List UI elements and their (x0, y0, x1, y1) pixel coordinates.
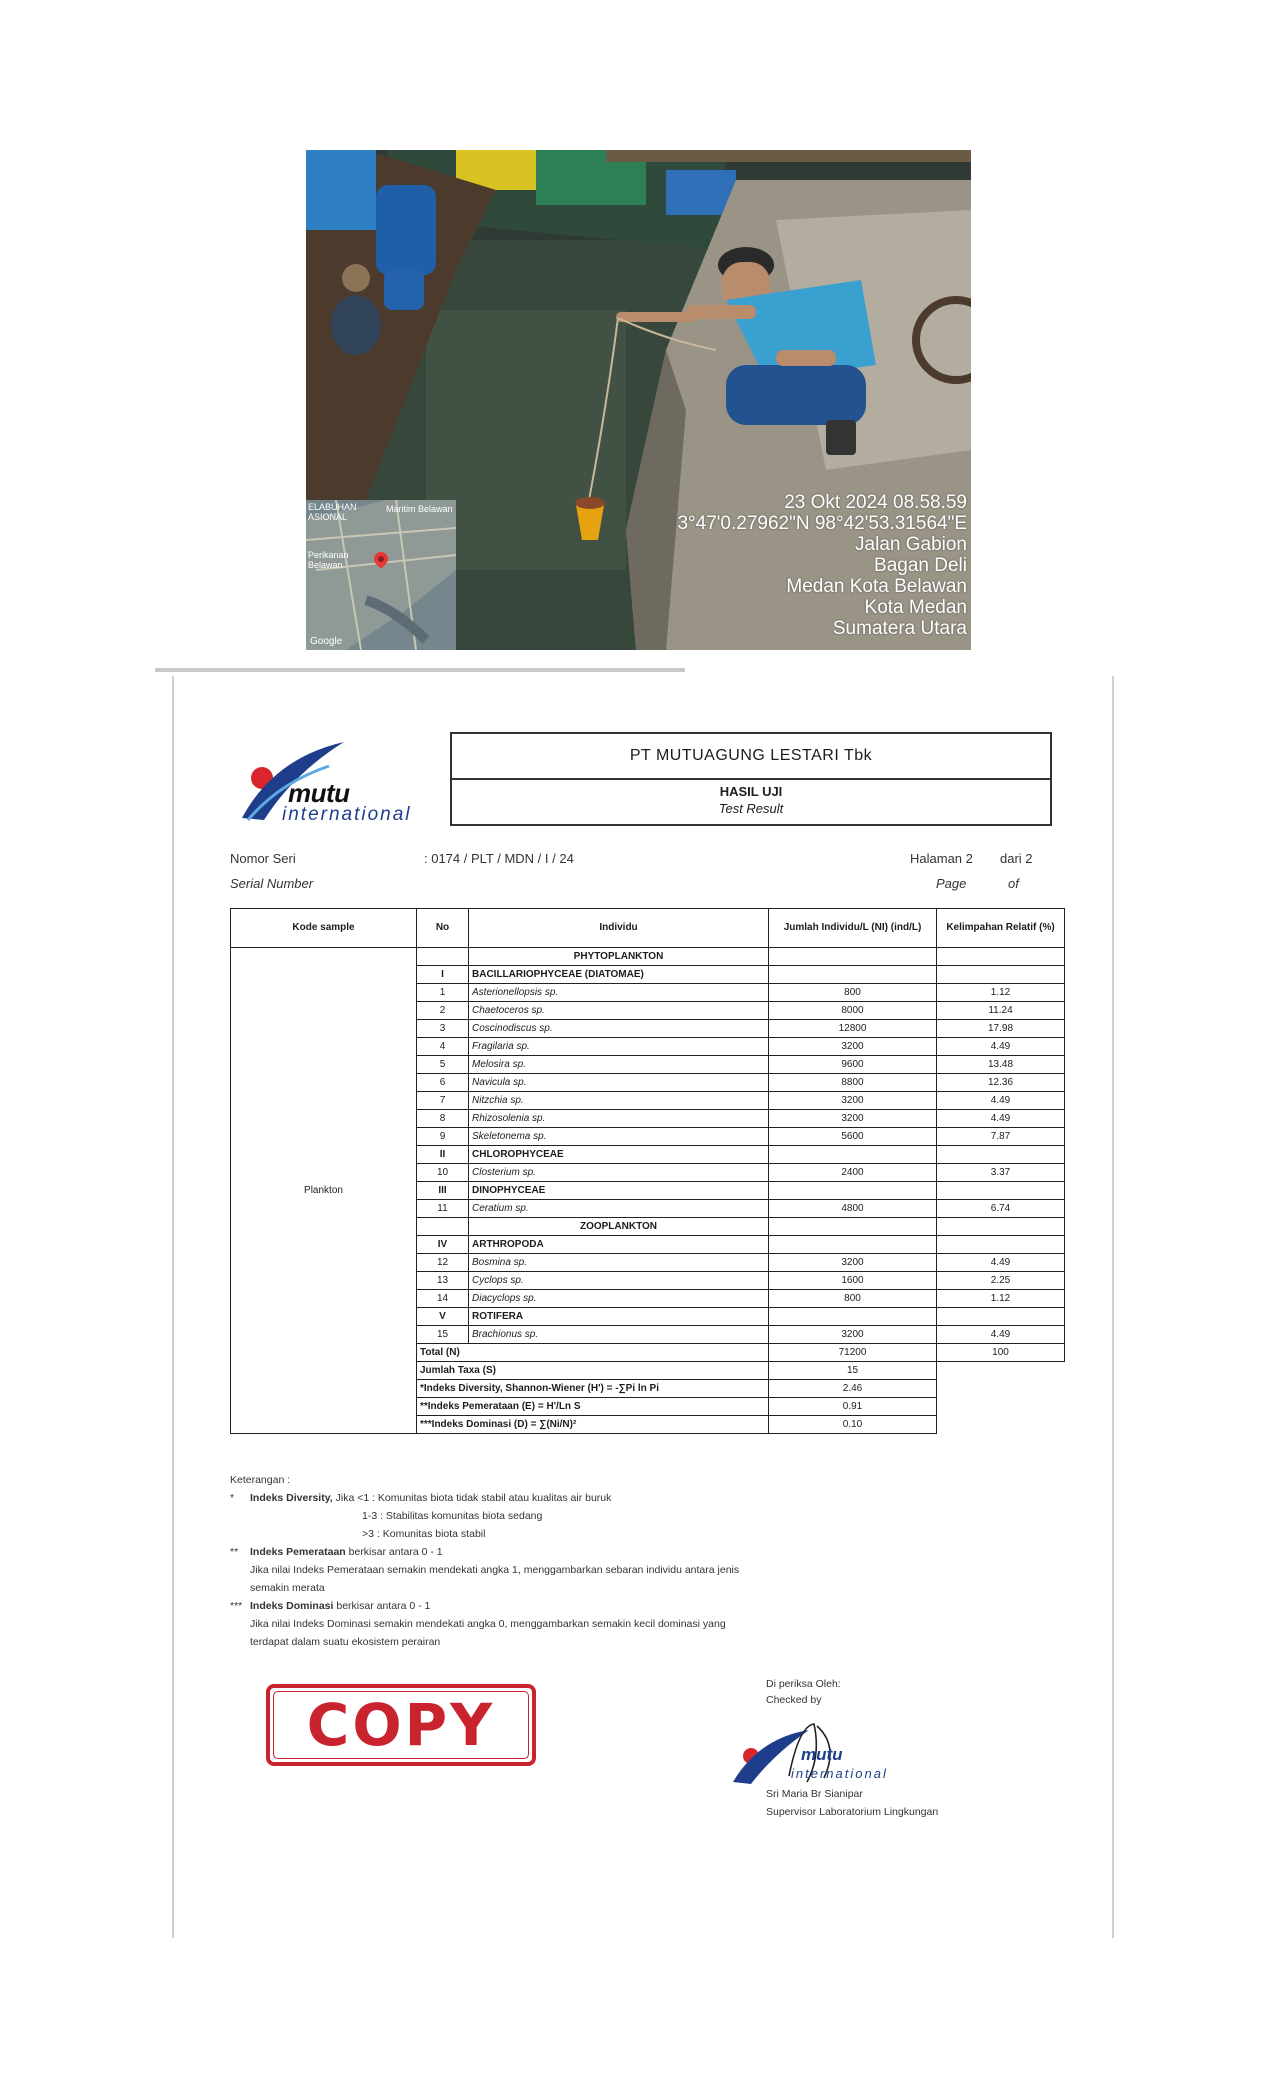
signature-block (766, 1676, 1026, 1708)
summary-value: 15 (769, 1362, 937, 1380)
signature-logo-mutu: mutu (801, 1745, 843, 1764)
individuals-per-litre: 4800 (769, 1200, 937, 1218)
species-name: Brachionus sp. (469, 1326, 769, 1344)
checked-by-label: Di periksa Oleh: (766, 1678, 841, 1690)
of-label-en: of (1008, 876, 1019, 891)
empty-cell (937, 1416, 1065, 1434)
species-name: Ceratium sp. (469, 1200, 769, 1218)
table-body (231, 948, 1065, 1434)
item-number: 3 (417, 1020, 469, 1038)
company-name: PT MUTUAGUNG LESTARI Tbk (452, 734, 1050, 780)
species-name: Rhizosolenia sp. (469, 1110, 769, 1128)
gps-timestamp-overlay (677, 492, 967, 639)
notes-section (230, 1471, 850, 1651)
empty-cell (937, 1398, 1065, 1416)
map-background (306, 500, 456, 650)
ni-cell (769, 1146, 937, 1164)
sample-code-cell: Plankton (231, 948, 417, 1434)
item-number: 2 (417, 1002, 469, 1020)
individuals-per-litre: 800 (769, 984, 937, 1002)
summary-label: ***Indeks Dominasi (D) = ∑(Ni/N)² (417, 1416, 769, 1434)
note-marker: * (230, 1492, 235, 1504)
group-number: I (417, 966, 469, 984)
relative-abundance: 4.49 (937, 1254, 1065, 1272)
species-name: Asterionellopsis sp. (469, 984, 769, 1002)
relative-abundance: 3.37 (937, 1164, 1065, 1182)
stamp-area: Bagan Deli (874, 555, 967, 576)
ni-cell (769, 966, 937, 984)
header-kelimpahan-relatif: Kelimpahan Relatif (%) (937, 909, 1065, 948)
individuals-per-litre: 3200 (769, 1326, 937, 1344)
page-edge-line (155, 668, 685, 672)
signature-with-logo (729, 1716, 929, 1786)
empty-cell (937, 1362, 1065, 1380)
species-name: Cyclops sp. (469, 1272, 769, 1290)
item-number: 13 (417, 1272, 469, 1290)
species-name: Skeletonema sp. (469, 1128, 769, 1146)
species-name: Closterium sp. (469, 1164, 769, 1182)
serial-value: : 0174 / PLT / MDN / I / 24 (424, 851, 574, 866)
logo-text-mutu: mutu (288, 778, 350, 808)
pct-cell (937, 1218, 1065, 1236)
item-number: 1 (417, 984, 469, 1002)
stamp-coordinates: 3°47'0.27962"N 98°42'53.31564"E (677, 513, 967, 534)
note-evenness-term: Indeks Pemerataan (250, 1546, 346, 1558)
ni-cell (769, 948, 937, 966)
individuals-per-litre: 3200 (769, 1254, 937, 1272)
map-label-pelabuhan: ELABUHAN ASIONAL (308, 502, 357, 522)
serial-label-en: Serial Number (230, 876, 314, 891)
note-dominance (230, 1597, 850, 1615)
stamp-street: Jalan Gabion (855, 534, 967, 555)
pct-cell (937, 1146, 1065, 1164)
group-name: BACILLARIOPHYCEAE (DIATOMAE) (469, 966, 769, 984)
stamp-district: Medan Kota Belawan (786, 576, 967, 597)
stamp-city: Kota Medan (864, 597, 967, 618)
signature-logo-icon (729, 1716, 929, 1786)
stamp-province: Sumatera Utara (832, 618, 967, 639)
copy-stamp-text: COPY (306, 1691, 496, 1759)
header-individu: Individu (469, 909, 769, 948)
note-dominance-text: berkisar antara 0 - 1 (333, 1600, 431, 1612)
group-number: IV (417, 1236, 469, 1254)
logo-text-international: international (282, 804, 412, 825)
relative-abundance: 4.49 (937, 1326, 1065, 1344)
note-diversity-range-mid: 1-3 : Stabilitas komunitas biota sedang (362, 1510, 543, 1522)
map-label-perikanan: Perikanan Belawan (308, 550, 349, 570)
group-name: ROTIFERA (469, 1308, 769, 1326)
note-marker: *** (230, 1600, 243, 1612)
no-cell (417, 948, 469, 966)
group-number: II (417, 1146, 469, 1164)
ni-cell (769, 1236, 937, 1254)
relative-abundance: 12.36 (937, 1074, 1065, 1092)
signer-name: Sri Maria Br Sianipar (766, 1788, 863, 1800)
species-name: Nitzchia sp. (469, 1092, 769, 1110)
signer-title: Supervisor Laboratorium Lingkungan (766, 1806, 939, 1818)
individuals-per-litre: 3200 (769, 1110, 937, 1128)
relative-abundance: 11.24 (937, 1002, 1065, 1020)
individuals-per-litre: 9600 (769, 1056, 937, 1074)
species-name: Melosira sp. (469, 1056, 769, 1074)
section-name: PHYTOPLANKTON (469, 948, 769, 966)
pct-cell (937, 1308, 1065, 1326)
item-number: 11 (417, 1200, 469, 1218)
item-number: 10 (417, 1164, 469, 1182)
individuals-per-litre: 2400 (769, 1164, 937, 1182)
section-row (231, 948, 1065, 966)
item-number: 12 (417, 1254, 469, 1272)
empty-cell (937, 1380, 1065, 1398)
header-no: No (417, 909, 469, 948)
stamp-datetime: 23 Okt 2024 08.58.59 (784, 492, 967, 513)
ni-cell (769, 1308, 937, 1326)
page-total-label: dari 2 (1000, 851, 1033, 866)
copy-stamp (266, 1684, 536, 1766)
google-watermark: Google (310, 636, 343, 647)
relative-abundance: 1.12 (937, 984, 1065, 1002)
individuals-per-litre: 8000 (769, 1002, 937, 1020)
note-diversity-text: Jika <1 : Komunitas biota tidak stabil atau kualitas air buruk (332, 1492, 612, 1504)
species-name: Bosmina sp. (469, 1254, 769, 1272)
relative-abundance: 4.49 (937, 1110, 1065, 1128)
summary-value: 0.10 (769, 1416, 937, 1434)
document-title-en: Test Result (718, 801, 784, 816)
summary-label: Jumlah Taxa (S) (417, 1362, 769, 1380)
document-title: HASIL UJI (719, 784, 783, 799)
item-number: 5 (417, 1056, 469, 1074)
page-label-en: Page (936, 876, 967, 891)
relative-abundance: 6.74 (937, 1200, 1065, 1218)
relative-abundance: 17.98 (937, 1020, 1065, 1038)
item-number: 7 (417, 1092, 469, 1110)
page-label: Halaman 2 (910, 851, 973, 866)
relative-abundance: 4.49 (937, 1092, 1065, 1110)
note-evenness-desc: Jika nilai Indeks Pemerataan semakin mendekati angka 1, menggambarkan sebaran individu antara jenis (250, 1564, 740, 1576)
individuals-per-litre: 8800 (769, 1074, 937, 1092)
individuals-per-litre: 12800 (769, 1020, 937, 1038)
species-name: Navicula sp. (469, 1074, 769, 1092)
ni-cell (769, 1218, 937, 1236)
test-result-document (172, 676, 1114, 1938)
individuals-per-litre: 800 (769, 1290, 937, 1308)
note-diversity (230, 1489, 850, 1507)
note-evenness-desc-2: semakin merata (250, 1582, 325, 1594)
species-name: Diacyclops sp. (469, 1290, 769, 1308)
section-name: ZOOPLANKTON (469, 1218, 769, 1236)
item-number: 15 (417, 1326, 469, 1344)
relative-abundance: 2.25 (937, 1272, 1065, 1290)
summary-value: 0.91 (769, 1398, 937, 1416)
individuals-per-litre: 3200 (769, 1038, 937, 1056)
total-label: Total (N) (417, 1344, 769, 1362)
summary-value: 2.46 (769, 1380, 937, 1398)
individuals-per-litre: 5600 (769, 1128, 937, 1146)
group-name: CHLOROPHYCEAE (469, 1146, 769, 1164)
note-evenness (230, 1543, 850, 1561)
notes-title: Keterangan : (230, 1474, 291, 1486)
note-diversity-term: Indeks Diversity, (250, 1492, 333, 1504)
summary-label: **Indeks Pemerataan (E) = H'/Ln S (417, 1398, 769, 1416)
species-name: Chaetoceros sp. (469, 1002, 769, 1020)
group-number: III (417, 1182, 469, 1200)
pct-cell (937, 1236, 1065, 1254)
note-dominance-term: Indeks Dominasi (250, 1600, 334, 1612)
signature-logo-international: international (791, 1766, 888, 1781)
item-number: 14 (417, 1290, 469, 1308)
pct-cell (937, 966, 1065, 984)
group-name: ARTHROPODA (469, 1236, 769, 1254)
item-number: 9 (417, 1128, 469, 1146)
map-inset (306, 500, 456, 650)
relative-abundance: 4.49 (937, 1038, 1065, 1056)
group-name: DINOPHYCEAE (469, 1182, 769, 1200)
serial-label: Nomor Seri (230, 851, 296, 866)
table-header-row (231, 909, 1065, 948)
relative-abundance: 13.48 (937, 1056, 1065, 1074)
summary-label: *Indeks Diversity, Shannon-Wiener (H') = -∑Pi ln Pi (417, 1380, 769, 1398)
note-diversity-range-high: >3 : Komunitas biota stabil (362, 1528, 486, 1540)
relative-abundance: 7.87 (937, 1128, 1065, 1146)
mutu-international-logo (234, 738, 424, 828)
field-sampling-photo (306, 150, 971, 650)
note-dominance-desc-2: terdapat dalam suatu ekosistem perairan (250, 1636, 441, 1648)
plankton-result-table (230, 908, 1065, 1434)
pct-cell (937, 1182, 1065, 1200)
group-number: V (417, 1308, 469, 1326)
item-number: 8 (417, 1110, 469, 1128)
individuals-per-litre: 3200 (769, 1092, 937, 1110)
header-kode-sample: Kode sample (231, 909, 417, 948)
map-label-maritim: Maritim Belawan (386, 504, 453, 514)
relative-abundance: 1.12 (937, 1290, 1065, 1308)
individuals-per-litre: 1600 (769, 1272, 937, 1290)
header-jumlah-individu: Jumlah Individu/L (NI) (ind/L) (769, 909, 937, 948)
pct-cell (937, 948, 1065, 966)
total-percent: 100 (937, 1344, 1065, 1362)
header-box (450, 732, 1052, 826)
item-number: 4 (417, 1038, 469, 1056)
species-name: Fragilaria sp. (469, 1038, 769, 1056)
species-name: Coscinodiscus sp. (469, 1020, 769, 1038)
no-cell (417, 1218, 469, 1236)
note-evenness-text: berkisar antara 0 - 1 (345, 1546, 443, 1558)
item-number: 6 (417, 1074, 469, 1092)
note-dominance-desc: Jika nilai Indeks Dominasi semakin mendekati angka 0, menggambarkan semakin kecil dominasi yang (250, 1618, 726, 1630)
ni-cell (769, 1182, 937, 1200)
checked-by-label-en: Checked by (766, 1694, 822, 1706)
total-individuals: 71200 (769, 1344, 937, 1362)
note-marker: ** (230, 1546, 239, 1558)
